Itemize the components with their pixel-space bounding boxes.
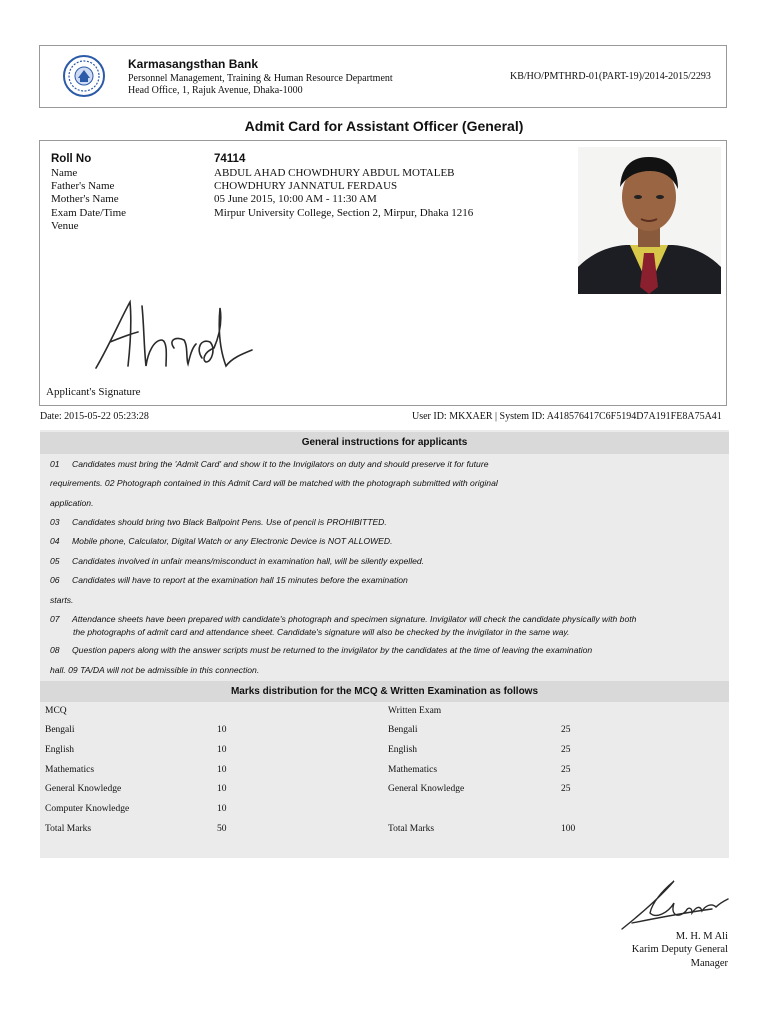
written-marks: 25: [561, 784, 571, 794]
marks-heading: Marks distribution for the MCQ & Written Examination as follows: [40, 681, 729, 702]
instruction-line: 06 Candidates will have to report at the examination hall 15 minutes before the examination: [50, 575, 408, 585]
instruction-line: 08 Question papers along with the answer scripts must be returned to the invigilator by the candidates at the time of leaving the examination: [50, 645, 593, 655]
name-value: ABDUL AHAD CHOWDHURY ABDUL MOTALEB: [214, 167, 455, 179]
bank-seal-icon: [62, 54, 106, 98]
manager-title: Manager: [690, 958, 728, 969]
instruction-line: 04 Mobile phone, Calculator, Digital Watch or any Electronic Device is NOT ALLOWED.: [50, 536, 393, 546]
exam-label: Exam Date/Time: [51, 207, 127, 219]
mcq-marks: 10: [217, 745, 227, 755]
venue-label: Venue: [51, 220, 79, 232]
written-subject: Bengali: [388, 725, 418, 735]
applicant-signature: [92, 296, 257, 376]
written-total-value: 100: [561, 824, 576, 834]
father-value: CHOWDHURY JANNATUL FERDAUS: [214, 180, 398, 192]
written-subject: English: [388, 745, 418, 755]
father-label: Father's Name: [51, 180, 115, 192]
instruction-line: the photographs of admit card and attendance sheet. Candidate's signature will also be checked by the invigilator in the same way.: [73, 627, 570, 637]
instruction-line: 01 Candidates must bring the 'Admit Card' and show it to the Invigilators on duty and should preserve it for future: [50, 459, 489, 469]
manager-title: Karim Deputy General: [631, 944, 728, 955]
written-marks: 25: [561, 765, 571, 775]
manager-name: M. H. M Ali: [675, 931, 728, 942]
instruction-line: starts.: [50, 595, 74, 605]
instruction-line: requirements. 02 Photograph contained in this Admit Card will be matched with the photograph submitted with original: [50, 478, 498, 488]
roll-value: 74114: [214, 153, 246, 165]
mcq-subject: Computer Knowledge: [45, 804, 130, 814]
exam-value: Mirpur University College, Section 2, Mirpur, Dhaka 1216: [214, 207, 474, 219]
issue-date: Date: 2015-05-22 05:23:28: [40, 411, 149, 422]
mcq-total-value: 50: [217, 824, 227, 834]
reference-number: KB/HO/PMTHRD-01(PART-19)/2014-2015/2293: [510, 71, 711, 82]
manager-signature: [612, 873, 730, 935]
instruction-line: 05 Candidates involved in unfair means/misconduct in examination hall, will be silently expelled.: [50, 556, 425, 566]
mcq-subject: General Knowledge: [45, 784, 122, 794]
written-marks: 25: [561, 725, 571, 735]
user-system-id: User ID: MKXAER | System ID: A418576417C6F5194D7A191FE8A75A41: [412, 411, 722, 422]
instruction-line: 03 Candidates should bring two Black Ballpoint Pens. Use of pencil is PROHIBITTED.: [50, 517, 387, 527]
instruction-line: application.: [50, 498, 94, 508]
mcq-marks: 10: [217, 804, 227, 814]
instruction-line: 07 Attendance sheets have been prepared with candidate's photograph and specimen signature. Invigilator will check the candidate physically with both: [50, 614, 637, 624]
mcq-marks: 10: [217, 784, 227, 794]
written-subject: General Knowledge: [388, 784, 465, 794]
page-title: Admit Card for Assistant Officer (General): [244, 118, 524, 134]
written-subject: Mathematics: [388, 765, 438, 775]
written-title: Written Exam: [388, 706, 442, 716]
mcq-subject: English: [45, 745, 75, 755]
roll-label: Roll No: [51, 153, 92, 165]
instructions-heading: General instructions for applicants: [40, 432, 729, 454]
mcq-marks: 10: [217, 765, 227, 775]
mcq-total-label: Total Marks: [45, 824, 92, 834]
mother-value: 05 June 2015, 10:00 AM - 11:30 AM: [214, 193, 377, 205]
address-line: Head Office, 1, Rajuk Avenue, Dhaka-1000: [128, 85, 303, 96]
written-total-label: Total Marks: [388, 824, 435, 834]
mcq-subject: Bengali: [45, 725, 75, 735]
mcq-marks: 10: [217, 725, 227, 735]
mother-label: Mother's Name: [51, 193, 119, 205]
mcq-subject: Mathematics: [45, 765, 95, 775]
instruction-line: hall. 09 TA/DA will not be admissible in this connection.: [50, 665, 260, 675]
marks-panel: [40, 680, 729, 858]
signature-label: Applicant's Signature: [46, 386, 141, 398]
mcq-title: MCQ: [45, 706, 67, 716]
department-line: Personnel Management, Training & Human Resource Department: [128, 73, 393, 84]
bank-name: Karmasangsthan Bank: [128, 57, 259, 71]
candidate-photo: [578, 147, 721, 294]
written-marks: 25: [561, 745, 571, 755]
name-label: Name: [51, 167, 78, 179]
